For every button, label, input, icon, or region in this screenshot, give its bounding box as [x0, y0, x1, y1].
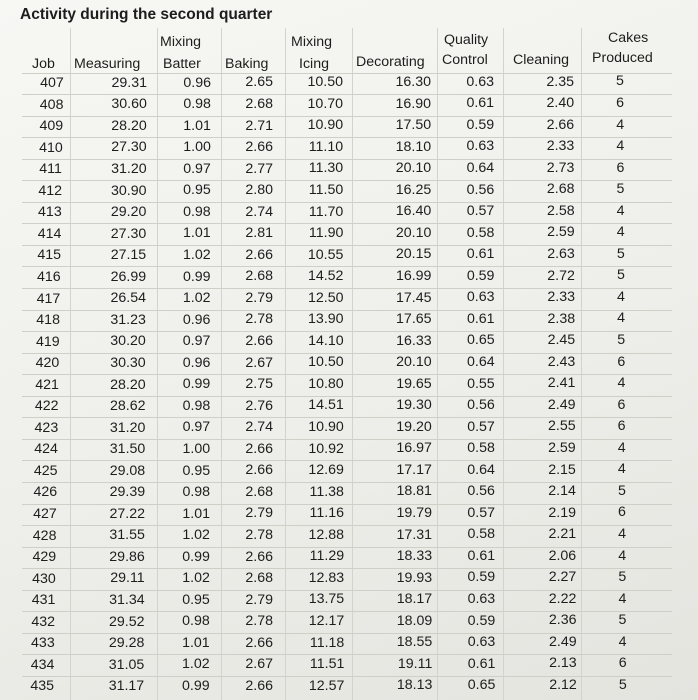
cell-job: 426 [33, 484, 58, 501]
cell-baking: 2.78 [245, 526, 273, 543]
cell-mixing-batter: 1.01 [183, 117, 211, 134]
cell-cleaning: 2.14 [548, 483, 576, 500]
cell-cakes-produced: 4 [617, 288, 625, 305]
cell-decorating: 16.99 [395, 267, 432, 284]
header-quality-control: Control [442, 52, 488, 68]
header-job: Job [32, 56, 55, 72]
cell-cleaning: 2.63 [547, 246, 575, 262]
cell-quality-control: 0.59 [467, 569, 496, 586]
cell-mixing-icing: 11.38 [309, 483, 344, 500]
cell-mixing-batter: 1.01 [182, 634, 210, 651]
cell-decorating: 19.93 [396, 569, 433, 586]
cell-cakes-produced: 5 [616, 245, 625, 262]
cell-job: 419 [35, 333, 60, 350]
cell-baking: 2.78 [245, 613, 273, 630]
cell-cakes-produced: 4 [616, 202, 625, 219]
cell-mixing-batter: 0.97 [182, 333, 211, 350]
cell-mixing-batter: 1.00 [182, 440, 211, 457]
cell-mixing-icing: 11.51 [309, 656, 345, 673]
cell-quality-control: 0.59 [466, 116, 495, 133]
cell-quality-control: 0.63 [466, 289, 495, 306]
cell-quality-control: 0.64 [466, 160, 495, 176]
cell-mixing-batter: 0.99 [182, 548, 210, 565]
cell-decorating: 18.13 [396, 677, 433, 694]
cell-quality-control: 0.63 [466, 138, 495, 155]
cell-decorating: 17.45 [395, 289, 432, 306]
cell-cleaning: 2.36 [548, 612, 577, 629]
cell-cleaning: 2.13 [549, 655, 577, 672]
cell-cakes-produced: 4 [616, 116, 625, 133]
cell-cakes-produced: 5 [616, 267, 625, 284]
cell-job: 425 [33, 462, 58, 479]
cell-cakes-produced: 6 [618, 504, 626, 521]
cell-job: 412 [38, 182, 63, 199]
cell-baking: 2.66 [245, 333, 273, 349]
cell-mixing-batter: 0.99 [182, 268, 211, 285]
cell-decorating: 20.10 [395, 160, 432, 177]
cell-measuring: 30.30 [110, 354, 146, 371]
cell-quality-control: 0.57 [466, 203, 495, 220]
header-cakes-produced-top: Cakes [608, 30, 649, 46]
cell-mixing-icing: 10.90 [307, 117, 344, 134]
cell-mixing-icing: 14.10 [308, 332, 344, 349]
cell-mixing-batter: 1.01 [182, 505, 210, 522]
cell-cleaning: 2.41 [547, 375, 576, 392]
cell-measuring: 29.11 [110, 570, 145, 587]
header-cleaning: Cleaning [513, 52, 570, 68]
cell-job: 417 [36, 290, 61, 307]
cell-mixing-icing: 13.90 [308, 311, 344, 328]
cell-measuring: 31.17 [108, 678, 145, 695]
cell-job: 432 [31, 613, 56, 630]
cell-cleaning: 2.59 [547, 224, 575, 241]
cell-mixing-batter: 0.96 [182, 354, 211, 371]
header-measuring: Measuring [74, 56, 141, 72]
cell-cakes-produced: 4 [616, 138, 625, 155]
cell-quality-control: 0.61 [466, 95, 495, 112]
cell-baking: 2.78 [245, 311, 273, 328]
cell-quality-control: 0.64 [467, 461, 495, 478]
cell-baking: 2.76 [245, 397, 273, 414]
cell-baking: 2.79 [245, 289, 273, 306]
cell-cakes-produced: 6 [616, 94, 625, 111]
cell-job: 434 [30, 656, 55, 673]
cell-cleaning: 2.55 [547, 418, 576, 435]
cell-mixing-batter: 0.95 [182, 462, 211, 479]
cell-mixing-icing: 12.88 [308, 526, 345, 543]
cell-quality-control: 0.63 [466, 73, 494, 90]
cell-job: 423 [34, 419, 59, 436]
cell-mixing-batter: 1.02 [182, 656, 210, 673]
cell-cleaning: 2.22 [548, 590, 577, 607]
cell-mixing-batter: 0.96 [182, 311, 211, 328]
cell-job: 411 [39, 161, 62, 178]
cell-quality-control: 0.64 [467, 353, 495, 370]
cell-measuring: 31.34 [109, 592, 145, 608]
cell-baking: 2.75 [245, 376, 273, 393]
cell-decorating: 16.30 [395, 74, 431, 90]
cell-baking: 2.80 [245, 182, 273, 199]
cell-decorating: 20.10 [396, 354, 432, 371]
cell-baking: 2.67 [245, 354, 273, 371]
cell-mixing-icing: 10.50 [308, 354, 344, 371]
cell-decorating: 16.25 [395, 181, 432, 198]
cell-baking: 2.66 [245, 677, 273, 694]
cell-baking: 2.66 [245, 139, 273, 156]
cell-cleaning: 2.35 [546, 73, 574, 90]
cell-mixing-icing: 11.10 [308, 138, 344, 155]
cell-cleaning: 2.38 [547, 310, 576, 327]
cell-mixing-batter: 0.95 [182, 591, 210, 608]
cell-mixing-icing: 12.17 [308, 612, 345, 629]
cell-measuring: 29.52 [108, 613, 145, 630]
cell-cakes-produced: 5 [617, 482, 626, 499]
cell-mixing-icing: 11.50 [308, 181, 344, 198]
cell-mixing-batter: 0.98 [183, 96, 211, 113]
cell-measuring: 26.99 [110, 268, 147, 285]
cell-quality-control: 0.56 [466, 181, 495, 198]
cell-cleaning: 2.49 [547, 396, 576, 413]
cell-job: 430 [32, 570, 56, 587]
cell-baking: 2.79 [245, 591, 273, 608]
cell-cleaning: 2.49 [548, 633, 577, 650]
cell-cleaning: 2.43 [547, 353, 576, 370]
cell-job: 410 [39, 139, 63, 156]
cell-mixing-batter: 1.02 [182, 570, 210, 587]
cell-job: 420 [35, 355, 60, 372]
cell-mixing-batter: 0.99 [182, 376, 211, 393]
cell-mixing-icing: 10.50 [307, 74, 343, 91]
cell-quality-control: 0.55 [467, 375, 495, 392]
cell-quality-control: 0.57 [467, 418, 495, 435]
cell-measuring: 28.20 [110, 376, 146, 393]
cell-cleaning: 2.06 [548, 547, 577, 564]
cell-baking: 2.68 [245, 483, 273, 500]
cell-measuring: 31.23 [110, 311, 146, 328]
cell-quality-control: 0.61 [467, 547, 496, 564]
cell-baking: 2.68 [245, 570, 273, 587]
cell-baking: 2.71 [245, 117, 273, 134]
cell-measuring: 31.50 [109, 441, 146, 458]
cell-mixing-batter: 1.02 [182, 527, 210, 544]
header-mixing-icing: Icing [299, 56, 329, 72]
cell-cakes-produced: 5 [618, 569, 627, 586]
cell-decorating: 20.10 [395, 224, 432, 241]
cell-mixing-icing: 11.16 [309, 505, 344, 522]
header-mixing-batter: Batter [163, 56, 201, 72]
cell-cleaning: 2.40 [546, 95, 575, 112]
cell-quality-control: 0.58 [467, 440, 495, 457]
cell-cleaning: 2.73 [546, 159, 575, 176]
cell-cakes-produced: 4 [618, 525, 627, 542]
cell-decorating: 16.40 [395, 203, 432, 220]
cell-quality-control: 0.65 [466, 332, 495, 349]
cell-cakes-produced: 5 [616, 181, 625, 198]
cell-job: 414 [37, 225, 62, 242]
cell-mixing-icing: 10.90 [308, 419, 344, 435]
cell-cleaning: 2.68 [546, 181, 575, 198]
cell-cakes-produced: 6 [618, 655, 627, 672]
cell-cleaning: 2.27 [548, 569, 577, 586]
header-baking: Baking [225, 56, 269, 72]
cell-mixing-batter: 0.98 [183, 203, 211, 220]
cell-decorating: 16.97 [396, 440, 432, 457]
cell-baking: 2.68 [245, 95, 273, 112]
cell-cakes-produced: 4 [617, 461, 626, 478]
cell-mixing-icing: 12.69 [308, 462, 344, 479]
cell-quality-control: 0.63 [467, 634, 496, 651]
cell-job: 435 [30, 678, 55, 695]
cell-quality-control: 0.58 [467, 526, 496, 543]
cell-decorating: 19.65 [396, 375, 432, 392]
cell-mixing-icing: 10.92 [308, 440, 344, 457]
cell-job: 418 [36, 312, 60, 329]
cell-decorating: 18.33 [396, 548, 433, 565]
cell-quality-control: 0.61 [466, 310, 495, 327]
cell-cakes-produced: 4 [618, 633, 627, 650]
cell-job: 421 [35, 376, 59, 393]
cell-cakes-produced: 6 [617, 353, 626, 370]
header-decorating: Decorating [356, 54, 425, 70]
cell-mixing-icing: 12.50 [307, 289, 344, 306]
cell-mixing-batter: 0.96 [183, 74, 211, 91]
cell-mixing-batter: 1.02 [182, 290, 211, 307]
cell-quality-control: 0.65 [467, 677, 496, 694]
cell-quality-control: 0.61 [466, 246, 495, 263]
cell-job: 415 [37, 247, 62, 264]
cell-measuring: 29.28 [108, 635, 145, 652]
cell-cleaning: 2.12 [549, 677, 577, 693]
cell-cakes-produced: 5 [616, 73, 624, 90]
cell-quality-control: 0.61 [467, 655, 496, 672]
cell-job: 429 [32, 549, 57, 566]
cell-job: 407 [40, 75, 64, 91]
cell-mixing-icing: 12.57 [308, 677, 345, 694]
cell-mixing-icing: 11.30 [308, 160, 344, 177]
cell-decorating: 17.65 [396, 311, 432, 328]
cell-decorating: 18.81 [396, 483, 432, 500]
cell-cleaning: 2.72 [547, 267, 575, 284]
cell-measuring: 29.20 [110, 204, 147, 221]
cell-cakes-produced: 4 [616, 224, 625, 241]
column-divider [352, 28, 353, 700]
cell-cleaning: 2.45 [547, 332, 576, 349]
column-divider [503, 28, 504, 700]
cell-mixing-batter: 1.01 [183, 225, 211, 242]
cell-mixing-icing: 14.51 [308, 397, 344, 414]
cell-measuring: 31.20 [109, 419, 146, 436]
cell-mixing-batter: 0.98 [182, 484, 211, 501]
cell-mixing-icing: 11.29 [309, 548, 345, 565]
cell-decorating: 18.17 [396, 591, 433, 608]
cell-baking: 2.65 [245, 74, 273, 91]
cell-cakes-produced: 5 [617, 332, 626, 348]
header-quality-control-top: Quality [444, 32, 489, 48]
cell-decorating: 17.17 [396, 461, 432, 478]
header-mixing-icing-top: Mixing [291, 34, 332, 50]
cell-baking: 2.74 [245, 203, 273, 220]
cell-cleaning: 2.59 [548, 439, 576, 456]
cell-baking: 2.81 [245, 225, 273, 242]
cell-cakes-produced: 5 [618, 676, 627, 693]
cell-mixing-batter: 1.02 [182, 247, 211, 263]
cell-cakes-produced: 6 [617, 396, 626, 413]
cell-cakes-produced: 4 [618, 590, 627, 607]
cell-measuring: 28.20 [111, 117, 147, 134]
cell-mixing-icing: 13.75 [308, 591, 345, 608]
column-divider [437, 28, 438, 700]
cell-baking: 2.67 [245, 656, 273, 673]
cell-cakes-produced: 4 [618, 547, 627, 564]
cell-cakes-produced: 5 [618, 612, 627, 629]
cell-mixing-batter: 0.99 [181, 678, 210, 694]
cell-job: 422 [34, 398, 59, 415]
cell-job: 416 [37, 268, 61, 285]
cell-measuring: 29.08 [109, 462, 146, 479]
cell-baking: 2.79 [245, 505, 273, 522]
cell-decorating: 18.10 [395, 138, 432, 155]
cell-cakes-produced: 4 [617, 310, 626, 327]
cell-quality-control: 0.63 [467, 591, 496, 607]
cell-decorating: 20.15 [395, 246, 432, 263]
cell-measuring: 27.30 [110, 225, 147, 242]
cell-measuring: 29.86 [109, 548, 145, 565]
cell-mixing-batter: 0.97 [182, 419, 211, 436]
cell-cleaning: 2.33 [547, 289, 575, 306]
header-cakes-produced: Produced [592, 50, 653, 66]
cell-job: 424 [34, 441, 58, 458]
cell-cakes-produced: 6 [616, 159, 625, 176]
cell-mixing-icing: 10.55 [307, 246, 344, 263]
cell-decorating: 18.55 [396, 634, 433, 651]
column-divider [581, 28, 582, 700]
cell-mixing-icing: 11.90 [308, 225, 344, 242]
cell-mixing-icing: 11.18 [309, 634, 345, 651]
cell-measuring: 31.05 [108, 656, 145, 673]
cell-mixing-batter: 0.98 [182, 397, 211, 414]
cell-cakes-produced: 4 [617, 375, 626, 392]
cell-job: 409 [39, 118, 64, 135]
cell-measuring: 31.55 [109, 527, 145, 544]
cell-job: 413 [38, 204, 62, 221]
cell-quality-control: 0.56 [467, 483, 495, 500]
cell-job: 408 [39, 96, 64, 113]
cell-baking: 2.68 [245, 268, 273, 285]
cell-decorating: 16.33 [396, 332, 432, 349]
cell-baking: 2.66 [245, 548, 273, 565]
cell-decorating: 19.30 [396, 397, 432, 414]
cell-baking: 2.66 [245, 246, 273, 263]
header-mixing-batter-top: Mixing [160, 34, 201, 50]
cell-mixing-batter: 0.97 [183, 160, 211, 177]
column-divider [285, 28, 286, 700]
cell-baking: 2.77 [245, 160, 273, 177]
cell-measuring: 31.20 [111, 161, 147, 177]
cell-measuring: 28.62 [109, 398, 146, 415]
cell-measuring: 30.60 [111, 96, 147, 113]
cell-quality-control: 0.57 [467, 504, 495, 521]
cell-job: 431 [31, 592, 56, 609]
cell-decorating: 18.09 [396, 612, 433, 629]
cell-measuring: 27.15 [110, 247, 147, 264]
cell-decorating: 17.31 [396, 526, 433, 543]
cell-measuring: 29.39 [109, 484, 146, 501]
cell-quality-control: 0.58 [466, 224, 495, 241]
cell-cleaning: 2.66 [546, 116, 575, 133]
cell-mixing-icing: 12.83 [308, 569, 345, 586]
cell-job: 433 [31, 635, 55, 652]
cell-cleaning: 2.21 [548, 526, 577, 543]
cell-measuring: 27.22 [109, 505, 145, 522]
cell-cleaning: 2.58 [546, 202, 575, 219]
cell-cakes-produced: 4 [617, 439, 626, 456]
cell-cakes-produced: 6 [617, 418, 626, 435]
cell-quality-control: 0.59 [466, 267, 495, 284]
column-divider [221, 28, 222, 700]
cell-job: 427 [33, 506, 57, 522]
cell-mixing-batter: 0.98 [182, 613, 210, 630]
cell-decorating: 19.79 [396, 505, 432, 521]
cell-mixing-icing: 11.70 [308, 203, 344, 220]
cell-quality-control: 0.56 [467, 397, 495, 414]
cell-baking: 2.66 [245, 634, 273, 651]
cell-mixing-batter: 0.95 [183, 182, 211, 199]
cell-baking: 2.74 [245, 419, 273, 436]
cell-measuring: 26.54 [110, 290, 146, 307]
cell-quality-control: 0.59 [467, 612, 496, 629]
column-divider [157, 28, 158, 700]
cell-decorating: 19.11 [397, 655, 433, 672]
cell-job: 428 [32, 527, 57, 544]
cell-decorating: 19.20 [396, 418, 432, 435]
cell-mixing-batter: 1.00 [183, 139, 211, 156]
cell-decorating: 17.50 [395, 117, 432, 134]
cell-cleaning: 2.15 [548, 461, 576, 478]
cell-decorating: 16.90 [395, 95, 432, 112]
table-title: Activity during the second quarter [20, 6, 273, 23]
cell-baking: 2.66 [245, 462, 273, 479]
cell-measuring: 30.90 [110, 182, 147, 199]
cell-baking: 2.66 [245, 440, 273, 457]
cell-mixing-icing: 10.80 [308, 375, 344, 392]
cell-measuring: 27.30 [111, 139, 147, 156]
cell-measuring: 30.20 [110, 333, 146, 350]
cell-mixing-icing: 14.52 [307, 268, 344, 285]
cell-cleaning: 2.19 [548, 504, 576, 521]
cell-mixing-icing: 10.70 [307, 95, 344, 112]
cell-measuring: 29.31 [111, 74, 147, 91]
cell-cleaning: 2.33 [546, 138, 575, 155]
